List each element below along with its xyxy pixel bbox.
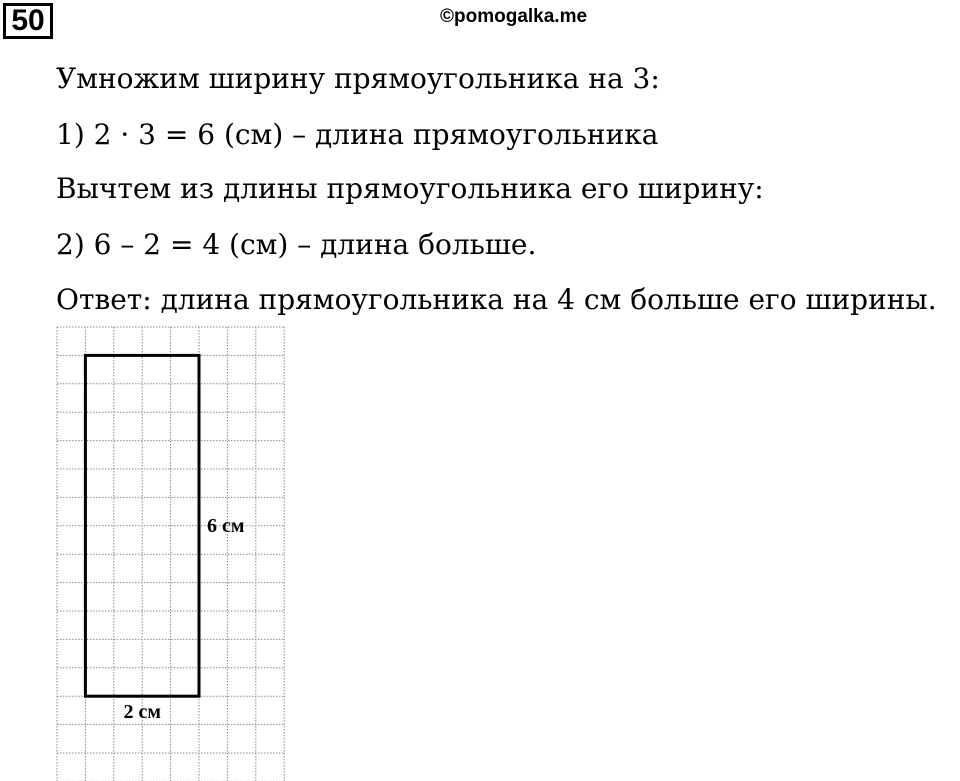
- solution-step-2: 2) 6 – 2 = 4 (см) – длина больше.: [56, 228, 537, 261]
- solution-line-intro: Умножим ширину прямоугольника на 3:: [56, 62, 660, 95]
- grid-paper: [57, 327, 284, 781]
- width-label: 2 см: [123, 701, 161, 724]
- task-number: 50: [3, 3, 53, 39]
- solution-step-1: 1) 2 · 3 = 6 (см) – длина прямоугольника: [56, 118, 659, 151]
- watermark: ©pomogalka.me: [440, 6, 588, 27]
- length-label: 6 см: [207, 514, 245, 537]
- solution-answer: Ответ: длина прямоугольника на 4 см больше его ширины.: [56, 283, 937, 316]
- solution-line-subtract: Вычтем из длины прямоугольника его ширину:: [56, 172, 764, 205]
